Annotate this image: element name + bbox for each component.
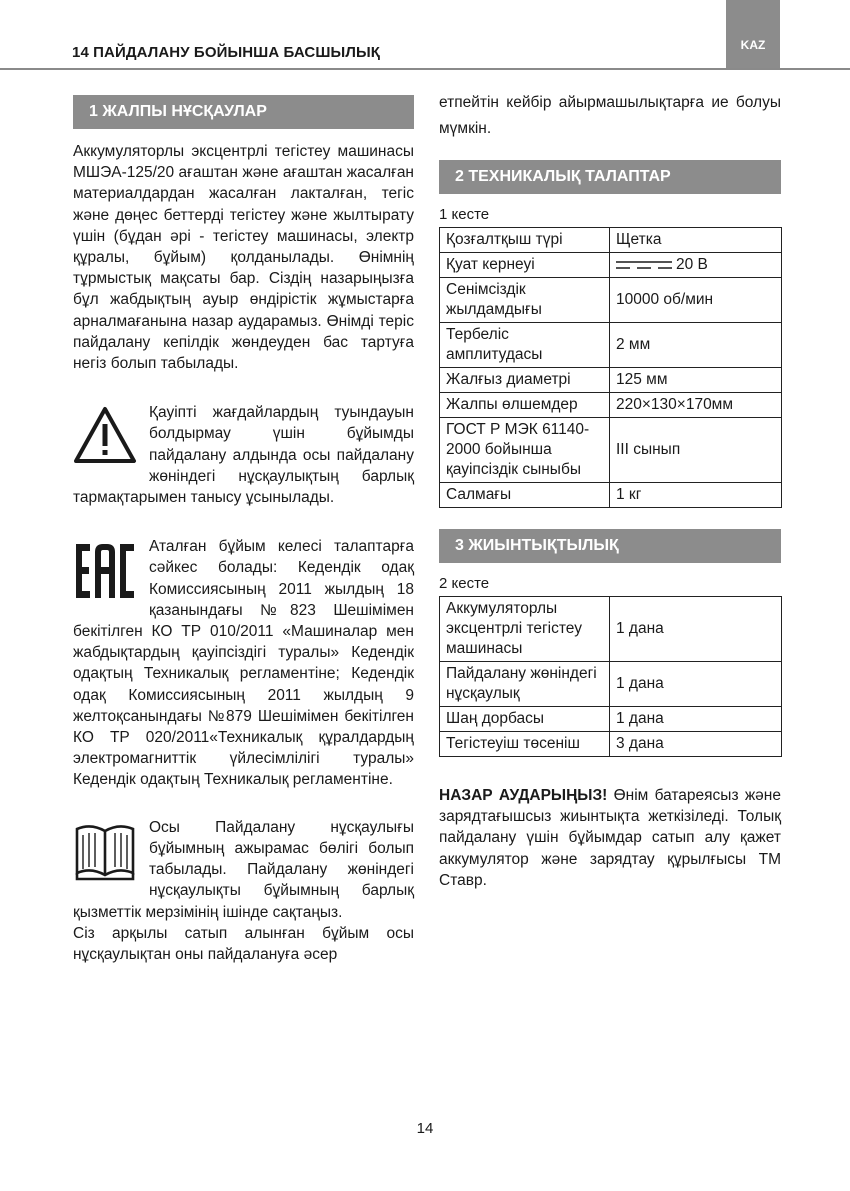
table-cell-value: 125 мм xyxy=(610,368,782,393)
table-cell-label: Қуат кернеуі xyxy=(440,253,610,278)
running-header: 14 ПАЙДАЛАНУ БОЙЫНША БАСШЫЛЫҚ xyxy=(72,44,380,61)
page-number: 14 xyxy=(416,1120,434,1137)
table-cell-value: Щетка xyxy=(610,228,782,253)
language-tab xyxy=(726,0,780,70)
table-row xyxy=(440,368,782,393)
table-cell-value: 2 мм xyxy=(610,323,782,368)
table-cell-label: Сенімсіздік жылдамдығы xyxy=(440,278,610,323)
table-row xyxy=(440,323,782,368)
table-cell-value: 1 дана xyxy=(610,707,782,732)
table-cell-label: Пайдалану жөніндегі нұсқаулық xyxy=(440,662,610,707)
table-cell-value: 10000 об/мин xyxy=(610,278,782,323)
resale-text: Сіз арқылы сатып алынған бұйым осы нұсқаулықтан оны пайдалануға әсер xyxy=(73,924,414,963)
table-cell-value xyxy=(610,253,782,278)
table-row xyxy=(440,732,782,757)
warning-icon xyxy=(73,406,137,469)
table-cell-value: 3 дана xyxy=(610,732,782,757)
table-1-caption: 1 кесте xyxy=(439,206,490,223)
package-table xyxy=(439,596,782,757)
table-cell-value: 1 кг xyxy=(610,483,782,508)
table-cell-label: ГОСТ Р МЭК 61140-2000 бойынша қауіпсіздік сыныбы xyxy=(440,418,610,483)
table-2-caption: 2 кесте xyxy=(439,575,490,592)
manual-block xyxy=(73,817,414,923)
table-cell-label: Тербеліс амплитудасы xyxy=(440,323,610,368)
right-column xyxy=(439,90,781,891)
table-cell-label: Тегістеуіш төсеніш xyxy=(440,732,610,757)
table-cell-value: 1 дана xyxy=(610,597,782,662)
section-3-heading: 3 ЖИЫНТЫҚТЫЛЫҚ xyxy=(439,529,781,563)
voltage-value: 20 В xyxy=(676,256,708,273)
intro-paragraph: Аккумуляторлы эксцентрлі тегістеу машинасы МШЭА-125/20 ағаштан және ағаштан жасалған материалдардан жасалған лакталған, тегіс және дөңес беттерді тегістеу және жылтырату үшін (бұдан әрі - тегістеу машинасы, электр құралы, бұйым) қолданылады. Өнімнің тұрмыстық мақсаты бар. Сіздің назарыңызға бұл жабдықтың ауыр өндірістік жұмыстарға арналмағанына назар аударамыз. Өнімді теріс пайдалану кепілдік жөндеуден бас тартуға негіз болып табылады. xyxy=(73,143,414,373)
table-cell-label: Салмағы xyxy=(440,483,610,508)
warning-block xyxy=(73,402,414,508)
table-cell-value: 220×130×170мм xyxy=(610,393,782,418)
attention-text: Өнім батареясыз және зарядтағышсыз жиынтықта жеткізіледі. Толық пайдалану үшін бұйымдар сатып алу қажет аккумулятор және зарядтау құрылғысы ТМ Ставр. xyxy=(439,787,781,889)
eac-mark-icon xyxy=(73,540,137,607)
manual-keep-text: Осы Пайдалану нұсқаулығы бұйымның ажырамас бөлігі болып табылады. Пайдалану жөніндегі нұсқаулықты бұйымның барлық қызметтік мерзімінің ішінде сақтаңыз. xyxy=(73,818,414,921)
table-row xyxy=(440,662,782,707)
table-cell-label: Жалғыз диаметрі xyxy=(440,368,610,393)
table-row xyxy=(440,228,782,253)
table-cell-value: III сынып xyxy=(610,418,782,483)
header-divider xyxy=(0,68,850,70)
table-cell-label: Қозғалтқыш түрі xyxy=(440,228,610,253)
eac-block xyxy=(73,536,414,790)
table-cell-label: Жалпы өлшемдер xyxy=(440,393,610,418)
table-row xyxy=(440,393,782,418)
dc-voltage-symbol-icon xyxy=(616,259,672,271)
left-column xyxy=(73,95,414,965)
table-cell-value: 1 дана xyxy=(610,662,782,707)
table-cell-label: Шаң дорбасы xyxy=(440,707,610,732)
specs-table xyxy=(439,227,782,508)
language-label: KAZ xyxy=(740,38,766,52)
attention-label: НАЗАР АУДАРЫҢЫЗ! xyxy=(439,787,608,804)
open-book-icon xyxy=(73,823,137,888)
section-1-heading: 1 ЖАЛПЫ НҰСҚАУЛАР xyxy=(73,95,414,129)
table-row xyxy=(440,418,782,483)
table-row xyxy=(440,597,782,662)
table-row xyxy=(440,483,782,508)
table-cell-label: Аккумуляторлы эксцентрлі тегістеу машинасы xyxy=(440,597,610,662)
table-row xyxy=(440,278,782,323)
eac-compliance-text: Аталған бұйым келесі талаптарға сәйкес болады: Кедендік одақ Комиссиясының 2011 жылдың 18 қазанындағы №823 Шешімімен бекітілген КО ТР 010/2011 «Машиналар мен жабдықтардың қауіпсіздігі туралы» Кедендік одақтың Техникалық регламентіне; Кедендік одақ Комиссиясының 2011 жылдың 9 желтоқсанындағы №879 Шешімімен бекітілген КО ТР 020/2011«Техникалық құралдардың электромагниттік үйлесімлілігі туралы» Кедендік одақтың Техникалық регламентіне. xyxy=(73,538,414,789)
table-row xyxy=(440,707,782,732)
section-2-heading: 2 ТЕХНИКАЛЫҚ ТАЛАПТАР xyxy=(439,160,781,194)
attention-note xyxy=(439,785,781,891)
continuation-text: етпейтін кейбір айырмашылықтарға ие болуы мүмкін. xyxy=(439,94,781,137)
table-row xyxy=(440,253,782,278)
warning-text: Қауіпті жағдайлардың туындауын болдырмау үшін бұйымды пайдалану алдында осы пайдалану жөніндегі нұсқаулықтың барлық тармақтарымен танысу ұсынылады. xyxy=(73,404,414,507)
